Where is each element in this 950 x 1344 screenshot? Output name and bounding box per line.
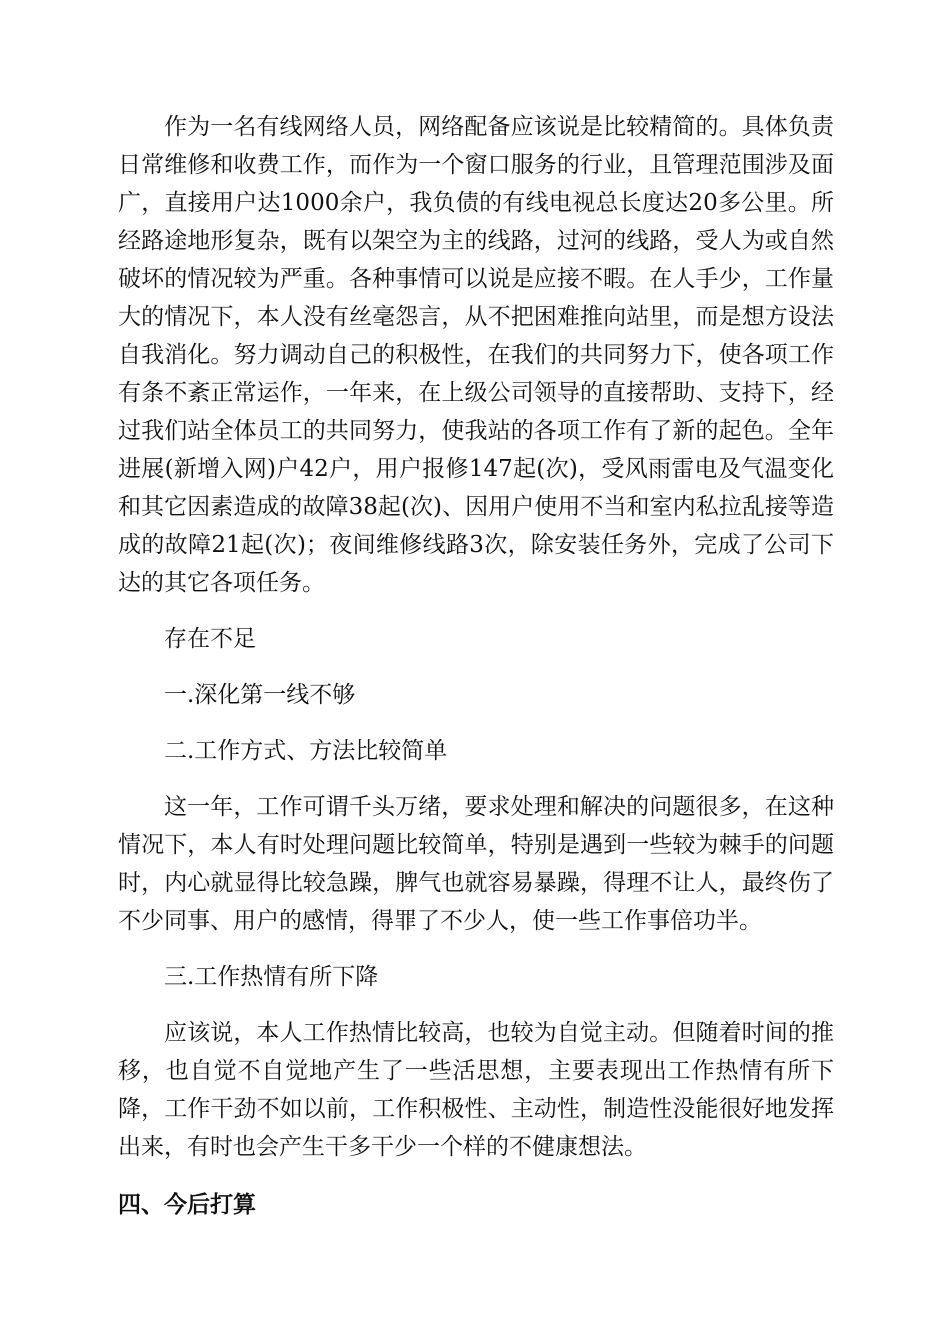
paragraph-shortfall-2: 这一年，工作可谓千头万绪，要求处理和解决的问题很多，在这种情况下，本人有时处理问题比较简单，特别是遇到一些较为棘手的问题时，内心就显得比较急躁，脾气也就容易暴躁，得理不让人，最终伤了不少同事、用户的感情，得罪了不少人，使一些工作事倍功半。 xyxy=(118,794,834,934)
shortfall-item-3: 三.工作热情有所下降 xyxy=(164,964,379,990)
shortfall-item-1: 一.深化第一线不够 xyxy=(164,682,356,708)
section-heading-future-plans: 四、今后打算 xyxy=(118,1192,256,1218)
document-body xyxy=(118,108,834,1224)
shortfall-item-2: 二.工作方式、方法比较简单 xyxy=(164,738,448,764)
paragraph-work-summary: 作为一名有线网络人员，网络配备应该说是比较精简的。具体负责日常维修和收费工作，而作为一个窗口服务的行业，且管理范围涉及面广，直接用户达1000余户，我负债的有线电视总长度达20多公里。所经路途地形复杂，既有以架空为主的线路，过河的线路，受人为或自然破坏的情况较为严重。各种事情可以说是应接不暇。在人手少，工作量大的情况下，本人没有丝毫怨言，从不把困难推向站里，而是想方设法自我消化。努力调动自己的积极性，在我们的共同努力下，使各项工作有条不紊正常运作，一年来，在上级公司领导的直接帮助、支持下，经过我们站全体员工的共同努力，使我站的各项工作有了新的起色。全年进展(新增入网)户42户，用户报修147起(次)，受风雨雷电及气温变化和其它因素造成的故障38起(次)、因用户使用不当和室内私拉乱接等造成的故障21起(次)；夜间维修线路3次，除安装任务外，完成了公司下达的其它各项任务。 xyxy=(118,114,834,596)
shortfall-heading: 存在不足 xyxy=(164,626,256,652)
paragraph-shortfall-3: 应该说，本人工作热情比较高，也较为自觉主动。但随着时间的推移，也自觉不自觉地产生了一些活思想，主要表现出工作热情有所下降，工作干劲不如以前，工作积极性、主动性，制造性没能很好地发挥出来，有时也会产生干多干少一个样的不健康想法。 xyxy=(118,1020,834,1160)
